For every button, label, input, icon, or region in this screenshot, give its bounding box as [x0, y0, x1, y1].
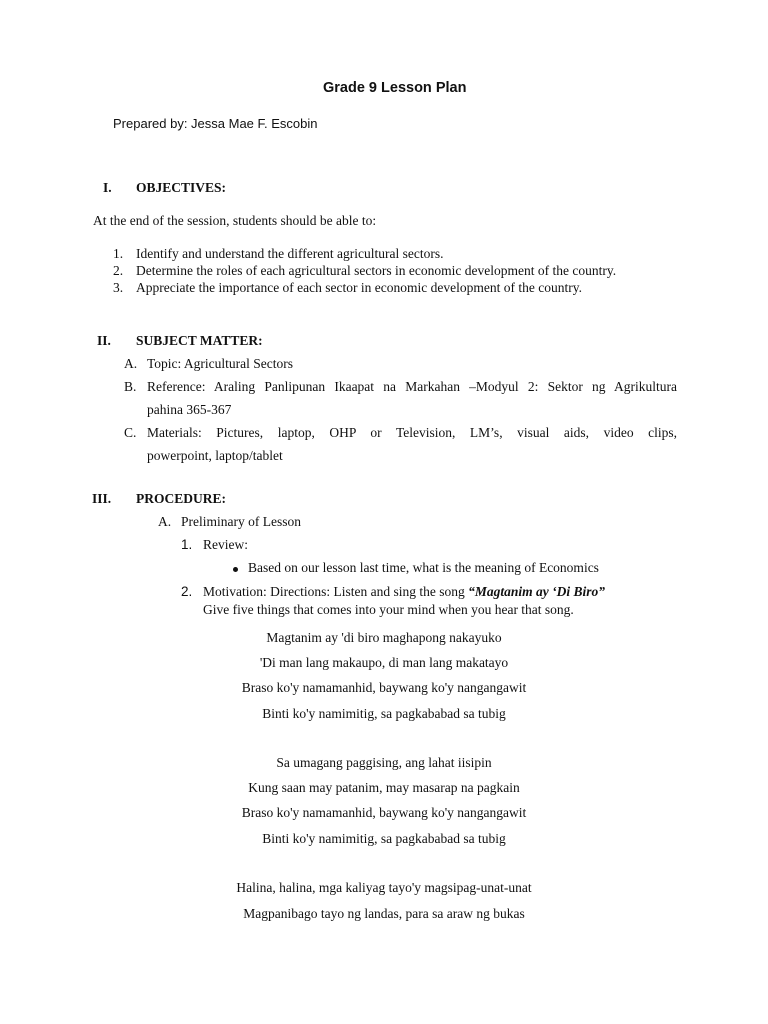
song-line: Sa umagang paggising, ang lahat iisipin [276, 755, 492, 770]
prepared-by: Prepared by: Jessa Mae F. Escobin [113, 116, 318, 131]
procedure-part-a: Preliminary of Lesson [181, 514, 301, 529]
song-line: 'Di man lang makaupo, di man lang makatayo [259, 655, 509, 670]
review-label: Review: [203, 537, 248, 552]
subject-numeral: II. [97, 333, 111, 348]
subject-reference-pages: pahina 365-367 [147, 402, 232, 417]
subject-heading: SUBJECT MATTER: [136, 333, 263, 348]
procedure-heading: PROCEDURE: [136, 491, 226, 506]
procedure-part-letter: A. [158, 514, 172, 529]
objectives-intro: At the end of the session, students should be able to: [93, 213, 377, 228]
objectives-heading: OBJECTIVES: [136, 180, 227, 195]
song-line: Halina, halina, mga kaliyag tayo'y magsipag-unat-unat [236, 880, 532, 895]
song-line: Magtanim ay 'di biro maghapong nakayuko [266, 630, 502, 645]
song-line: Braso ko'y namamanhid, baywang ko'y nangangawit [241, 805, 527, 820]
motivation-instruction: Give five things that comes into your mind when you hear that song. [203, 602, 574, 617]
song-line: Binti ko'y namimitig, sa pagkababad sa tubig [262, 831, 506, 846]
review-num: 1. [181, 537, 193, 552]
song-title: “Magtanim ay ‘Di Biro” [468, 584, 605, 599]
objectives-numeral: I. [103, 180, 112, 195]
subject-reference: Reference: Araling Panlipunan Ikaapat na Markahan –Modyul 2: Sektor ng Agrikultura [147, 379, 677, 394]
song-line: Magpanibago tayo ng landas, para sa araw ng bukas [243, 906, 525, 921]
subject-letter: C. [124, 425, 137, 440]
objective-text: Identify and understand the different agricultural sectors. [136, 246, 444, 261]
motivation-num: 2. [181, 584, 193, 599]
objective-text: Appreciate the importance of each sector in economic development of the country. [136, 280, 582, 295]
objective-num: 1. [113, 246, 124, 261]
review-question: Based on our lesson last time, what is the meaning of Economics [248, 560, 599, 575]
subject-topic: Topic: Agricultural Sectors [147, 356, 294, 371]
bullet-icon [233, 567, 238, 572]
subject-letter: A. [124, 356, 138, 371]
subject-letter: B. [124, 379, 137, 394]
objective-text: Determine the roles of each agricultural sectors in economic development of the country. [136, 263, 617, 278]
subject-materials: Materials: Pictures, laptop, OHP or Television, LM’s, visual aids, video clips, [147, 425, 677, 440]
objective-num: 2. [113, 263, 124, 278]
subject-materials-cont: powerpoint, laptop/tablet [147, 448, 283, 463]
motivation-text: Motivation: Directions: Listen and sing the song [203, 584, 469, 599]
page-title: Grade 9 Lesson Plan [323, 80, 467, 96]
procedure-numeral: III. [92, 491, 112, 506]
song-line: Braso ko'y namamanhid, baywang ko'y nangangawit [241, 680, 527, 695]
motivation-directions [203, 584, 605, 600]
objective-num: 3. [113, 280, 124, 295]
song-line: Binti ko'y namimitig, sa pagkababad sa tubig [262, 706, 506, 721]
song-line: Kung saan may patanim, may masarap na pagkain [248, 780, 520, 795]
